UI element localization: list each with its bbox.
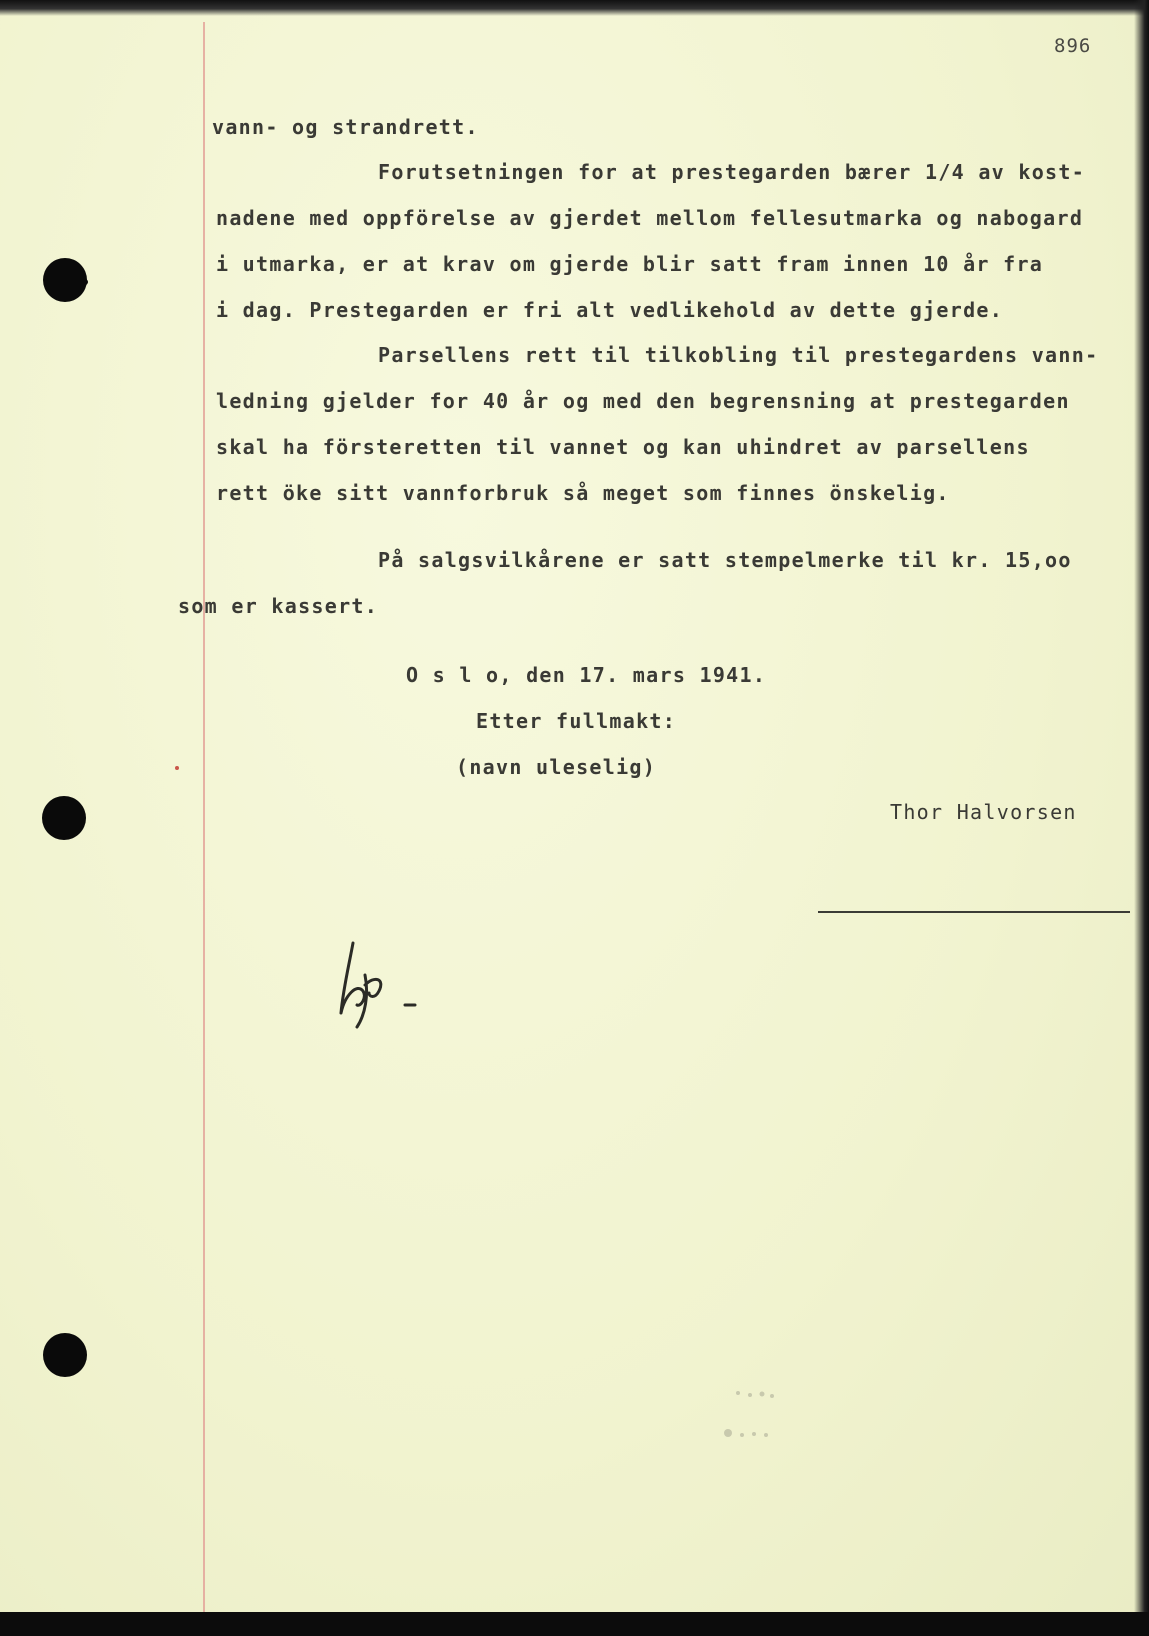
signatory-name: Thor Halvorsen xyxy=(890,800,1077,824)
body-line-4: i utmarka, er at krav om gjerde blir satt fram innen 10 år fra xyxy=(216,252,1044,276)
punch-hole-tear xyxy=(72,279,88,285)
body-line-2: Forutsetningen for at prestegarden bærer 1/4 av kost- xyxy=(378,160,1086,184)
ink-dot xyxy=(175,766,179,770)
body-line-6: Parsellens rett til tilkobling til prestegardens vann- xyxy=(378,343,1099,367)
body-line-5: i dag. Prestegarden er fri alt vedlikehold av dette gjerde. xyxy=(216,298,1004,322)
punch-hole-bottom xyxy=(43,1333,87,1377)
place-date: O s l o, den 17. mars 1941. xyxy=(406,663,767,687)
margin-rule xyxy=(203,22,205,1612)
scan-right-edge xyxy=(1134,0,1149,1636)
body-line-10: På salgsvilkårene er satt stempelmerke til kr. 15,oo xyxy=(378,548,1072,572)
body-line-1: vann- og strandrett. xyxy=(212,115,479,139)
scan-top-edge xyxy=(0,0,1149,16)
authority-line: Etter fullmakt: xyxy=(476,709,677,733)
scan-bottom-edge xyxy=(0,1612,1149,1636)
faint-stamp-smudge xyxy=(720,1385,840,1445)
illegible-name: (navn uleselig) xyxy=(456,755,657,779)
page-number: 896 xyxy=(1054,35,1092,57)
body-line-8: skal ha försteretten til vannet og kan uhindret av parsellens xyxy=(216,435,1030,459)
body-line-3: nadene med oppförelse av gjerdet mellom fellesutmarka og nabogard xyxy=(216,206,1084,230)
body-line-7: ledning gjelder for 40 år og med den begrensning at prestegarden xyxy=(216,389,1070,413)
punch-hole-middle xyxy=(42,796,86,840)
body-line-11: som er kassert. xyxy=(178,594,379,618)
handwritten-initials xyxy=(335,935,425,1030)
body-line-9: rett öke sitt vannforbruk så meget som finnes önskelig. xyxy=(216,481,950,505)
signature-line xyxy=(818,911,1130,913)
